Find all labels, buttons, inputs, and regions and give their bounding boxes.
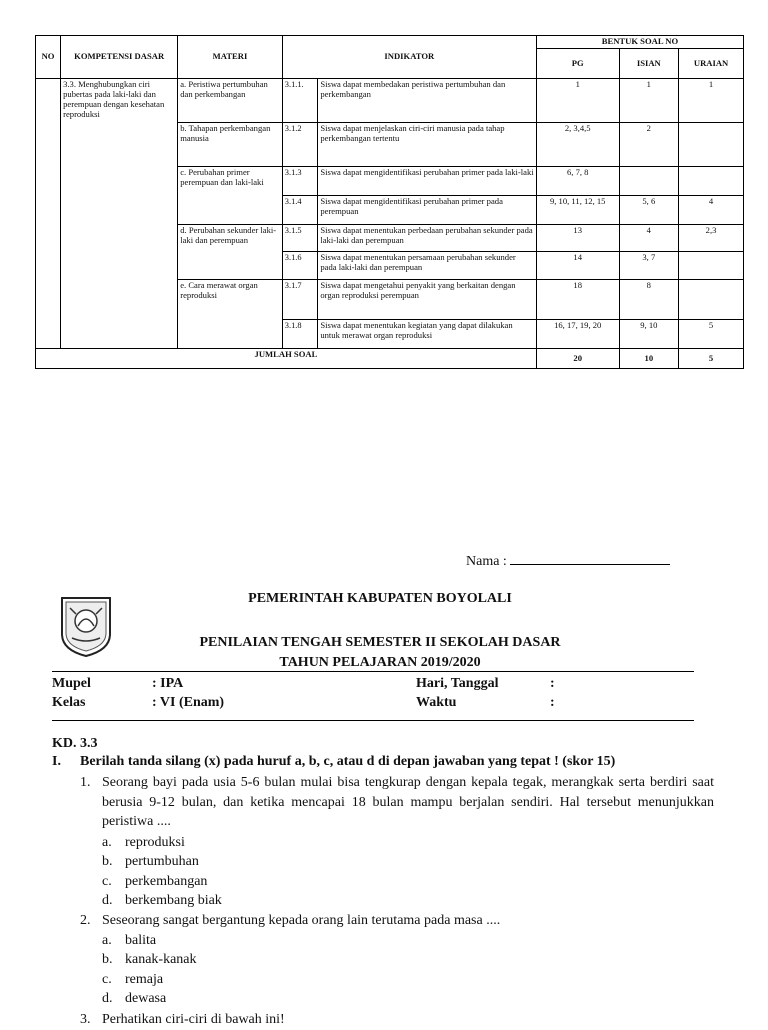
total-uraian: 5 (679, 349, 744, 369)
waktu-value: : (550, 695, 555, 710)
cell-isian: 3, 7 (619, 252, 679, 280)
header-materi: MATERI (178, 36, 283, 79)
option-2b[interactable]: b. kanak-kanak (102, 952, 197, 967)
option-1c[interactable]: c. perkembangan (102, 874, 208, 889)
cell-code: 3.1.2 (282, 123, 318, 167)
header-indikator: INDIKATOR (282, 36, 536, 79)
cell-indikator: Siswa dapat menentukan kegiatan yang dapat dilakukan untuk merawat organ reproduksi (318, 320, 537, 349)
cell-pg: 2, 3,4,5 (536, 123, 619, 167)
cell-uraian (679, 167, 744, 196)
cell-uraian: 1 (679, 79, 744, 123)
cell-pg: 6, 7, 8 (536, 167, 619, 196)
cell-indikator: Siswa dapat membedakan peristiwa pertumbuhan dan perkembangan (318, 79, 537, 123)
cell-materi-b: b. Tahapan perkembangan manusia (178, 123, 283, 167)
total-label: JUMLAH SOAL (36, 349, 537, 369)
cell-isian (619, 167, 679, 196)
question-number: 2. (80, 913, 91, 928)
cell-code: 3.1.7 (282, 280, 318, 320)
cell-uraian (679, 252, 744, 280)
option-2a[interactable]: a. balita (102, 933, 157, 948)
header-pemerintah: PEMERINTAH KABUPATEN BOYOLALI (248, 591, 512, 606)
cell-pg: 18 (536, 280, 619, 320)
cell-code: 3.1.4 (282, 196, 318, 225)
option-2d[interactable]: d. dewasa (102, 991, 167, 1006)
cell-no (36, 79, 61, 349)
cell-materi-a: a. Peristiwa pertumbuhan dan perkembangan (178, 79, 283, 123)
cell-materi-e: e. Cara merawat organ reproduksi (178, 280, 283, 349)
option-1a[interactable]: a. reproduksi (102, 835, 185, 850)
section-instruction (52, 754, 615, 770)
question-number: 3. (80, 1012, 91, 1027)
nama-blank-line (510, 552, 670, 565)
cell-code: 3.1.8 (282, 320, 318, 349)
cell-code: 3.1.6 (282, 252, 318, 280)
cell-code: 3.1.3 (282, 167, 318, 196)
cell-pg: 16, 17, 19, 20 (536, 320, 619, 349)
cell-indikator: Siswa dapat menentukan perbedaan perubahan sekunder pada laki-laki dan perempuan (318, 225, 537, 252)
cell-pg: 1 (536, 79, 619, 123)
kelas-label: Kelas (52, 695, 86, 710)
cell-uraian (679, 280, 744, 320)
cell-isian: 8 (619, 280, 679, 320)
option-1d[interactable]: d. berkembang biak (102, 893, 222, 908)
header-pg: PG (536, 49, 619, 79)
divider-bottom (52, 720, 694, 721)
cell-indikator: Siswa dapat menjelaskan ciri-ciri manusia pada tahap perkembangan tertentu (318, 123, 537, 167)
kisi-kisi-table (35, 35, 744, 369)
cell-pg: 14 (536, 252, 619, 280)
option-2c[interactable]: c. remaja (102, 972, 164, 987)
hari-label: Hari, Tanggal (416, 676, 499, 691)
total-row (36, 349, 744, 369)
option-1b[interactable]: b. pertumbuhan (102, 854, 199, 869)
cell-indikator: Siswa dapat mengidentifikasi perubahan primer pada laki-laki (318, 167, 537, 196)
cell-uraian: 5 (679, 320, 744, 349)
hari-value: : (550, 676, 555, 691)
cell-uraian: 2,3 (679, 225, 744, 252)
cell-materi-d: d. Perubahan sekunder laki-laki dan perempuan (178, 225, 283, 280)
cell-indikator: Siswa dapat mengidentifikasi perubahan primer pada perempuan (318, 196, 537, 225)
cell-isian: 2 (619, 123, 679, 167)
cell-isian: 5, 6 (619, 196, 679, 225)
cell-indikator: Siswa dapat mengetahui penyakit yang berkaitan dengan organ reproduksi perempuan (318, 280, 537, 320)
mupel-label: Mupel (52, 676, 91, 691)
cell-uraian (679, 123, 744, 167)
header-uraian: URAIAN (679, 49, 744, 79)
cell-isian: 9, 10 (619, 320, 679, 349)
cell-code: 3.1.5 (282, 225, 318, 252)
kelas-value: : VI (Enam) (152, 695, 225, 710)
total-pg: 20 (536, 349, 619, 369)
header-penilaian: PENILAIAN TENGAH SEMESTER II SEKOLAH DASAR (199, 635, 561, 650)
table-row (36, 79, 744, 123)
header-isian: ISIAN (619, 49, 679, 79)
question-1 (80, 773, 714, 832)
header-kompetensi: KOMPETENSI DASAR (61, 36, 178, 79)
cell-pg: 13 (536, 225, 619, 252)
cell-code: 3.1.1. (282, 79, 318, 123)
cell-indikator: Siswa dapat menentukan persamaan perubahan sekunder pada laki-laki dan perempuan (318, 252, 537, 280)
section-text: Berilah tanda silang (x) pada huruf a, b, c, atau d di depan jawaban yang tepat ! (skor 15) (80, 754, 616, 769)
cell-kompetensi: 3.3. Menghubungkan ciri pubertas pada laki-laki dan perempuan dengan kesehatan reproduksi (61, 79, 178, 349)
nama-field (466, 552, 670, 570)
mupel-value: : IPA (152, 676, 184, 691)
question-number: 1. (80, 775, 91, 790)
header-no: NO (36, 36, 61, 79)
cell-isian: 4 (619, 225, 679, 252)
question-text: Perhatikan ciri-ciri di bawah ini! (102, 1012, 285, 1027)
kd-heading: KD. 3.3 (52, 736, 98, 751)
question-text: Seorang bayi pada usia 5-6 bulan mulai bisa tengkurap dengan kepala tegak, merangkak serta berdiri saat berusia 9-12 bulan, dan ketika mencapai 18 bulan mampu berjalan sendiri. Hal tersebut menunjukkan peristiwa .... (102, 775, 714, 829)
cell-isian: 1 (619, 79, 679, 123)
nama-label: Nama : (466, 554, 507, 569)
cell-pg: 9, 10, 11, 12, 15 (536, 196, 619, 225)
divider-top (52, 671, 694, 672)
question-3 (80, 1010, 714, 1030)
question-text: Seseorang sangat bergantung kepada orang lain terutama pada masa .... (102, 913, 501, 928)
section-number: I. (52, 754, 61, 769)
boyolali-emblem-icon (58, 594, 114, 658)
cell-uraian: 4 (679, 196, 744, 225)
question-2 (80, 911, 714, 931)
header-bentuk-soal: BENTUK SOAL NO (536, 36, 743, 49)
header-tahun: TAHUN PELAJARAN 2019/2020 (279, 655, 481, 670)
cell-materi-c: c. Perubahan primer perempuan dan laki-laki (178, 167, 283, 225)
waktu-label: Waktu (416, 695, 457, 710)
total-isian: 10 (619, 349, 679, 369)
